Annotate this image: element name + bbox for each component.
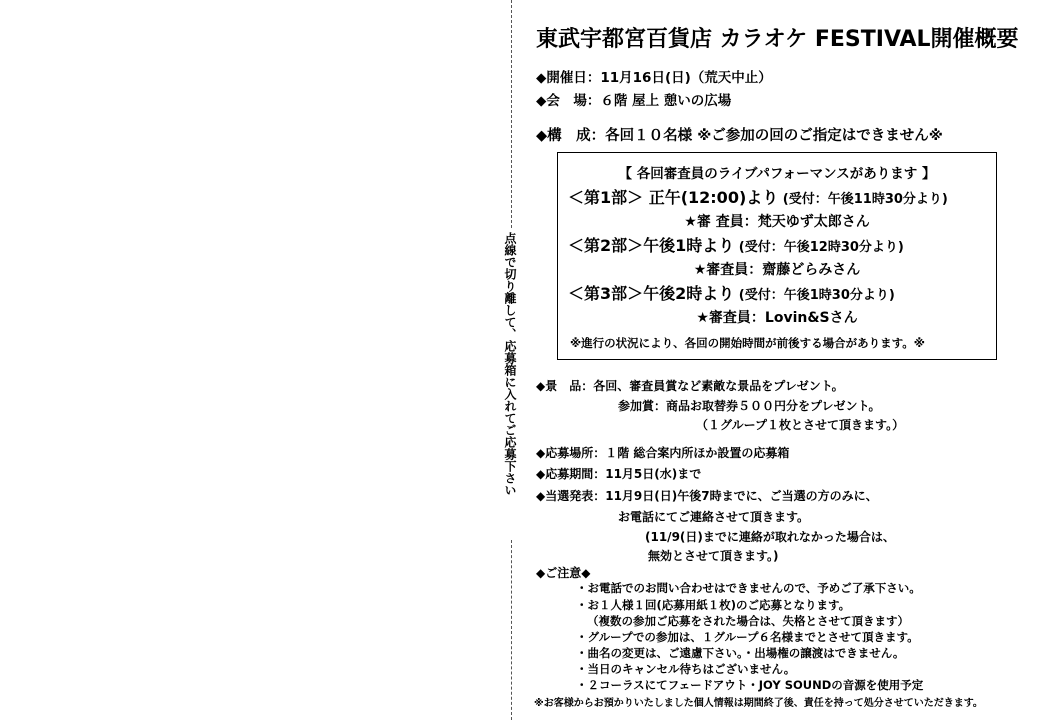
notice-item: ・２コーラスにてフェードアウト・JOY SOUNDの音源を使用予定	[576, 678, 924, 692]
box-note: ※進行の状況により、各回の開始時間が前後する場合があります。※	[570, 336, 925, 350]
privacy-note: ※お客様からお預かりいたしました個人情報は期間終了後、責任を持って処分させていただきます。	[534, 698, 983, 709]
notice-item: ・お電話でのお問い合わせはできませんので、予めご了承下さい。	[576, 581, 921, 595]
part1-time: ＜第1部＞ 正午(12:00)より	[568, 188, 779, 207]
cut-line-top	[511, 0, 512, 228]
part1-line	[568, 185, 948, 208]
schedule-box	[557, 152, 997, 360]
notice-item: ・曲名の変更は、ご遠慮下さい。・出場権の譲渡はできません。	[576, 646, 905, 660]
announce-line1: ◆当選発表：11月9日(日)午後7時までに、ご当選の方のみに、	[536, 489, 878, 503]
venue-line: ◆会 場：６階 屋上 憩いの広場	[536, 93, 732, 109]
notice-title: ◆ご注意◆	[536, 566, 591, 580]
judge3: ★審査員：Lovin&Sさん	[696, 310, 858, 326]
part2-time: ＜第2部＞午後1時より	[568, 236, 735, 255]
judge2: ★審査員：齋藤どらみさん	[693, 262, 861, 278]
notice-item: （複数の参加ご応募をされた場合は、失格とさせて頂きます）	[587, 614, 909, 628]
part1-reception: (受付：午後11時30分より)	[778, 192, 948, 207]
date-line: ◆開催日：11月16日(日)（荒天中止）	[536, 70, 772, 86]
prize-line2: 参加賞：商品お取替券５００円分をプレゼント。	[618, 399, 881, 413]
prize-line1: ◆景 品：各回、審査員賞など素敵な景品をプレゼント。	[536, 379, 844, 393]
cut-instruction: 点線で切り離して、応募箱に入れてご応募下さい	[500, 232, 520, 496]
part2-line	[568, 233, 904, 256]
announce-line3: (11/9(日)までに連絡が取れなかった場合は、	[645, 530, 895, 544]
cut-line-bottom	[511, 540, 512, 720]
capacity-line: ◆構 成：各回１０名様 ※ご参加の回のご指定はできません※	[536, 128, 943, 144]
part3-time: ＜第3部＞午後2時より	[568, 284, 735, 303]
page-title: 東武宇都宮百貨店 カラオケ FESTIVAL開催概要	[536, 27, 1019, 52]
prize-line3: （１グループ１枚とさせて頂きます。）	[696, 418, 905, 432]
part3-reception: (受付：午後1時30分より)	[734, 288, 895, 303]
entry-place: ◆応募場所：１階 総合案内所ほか設置の応募箱	[536, 446, 790, 460]
announce-line2: お電話にてご連絡させて頂きます。	[618, 510, 810, 524]
part2-reception: (受付：午後12時30分より)	[734, 240, 904, 255]
announce-line4: 無効とさせて頂きます。)	[648, 549, 779, 563]
entry-period: ◆応募期間：11月5日(水)まで	[536, 467, 702, 481]
notice-item: ・グループでの参加は、１グループ６名様までとさせて頂きます。	[576, 630, 919, 644]
judge1: ★審 査員：梵天ゆず太郎さん	[684, 214, 870, 230]
part3-line	[568, 281, 895, 304]
box-header: 【 各回審査員のライブパフォーマンスがあります 】	[618, 166, 936, 182]
notice-item: ・当日のキャンセル待ちはございません。	[576, 662, 796, 676]
notice-item: ・お１人様１回(応募用紙１枚)のご応募となります。	[576, 598, 851, 612]
